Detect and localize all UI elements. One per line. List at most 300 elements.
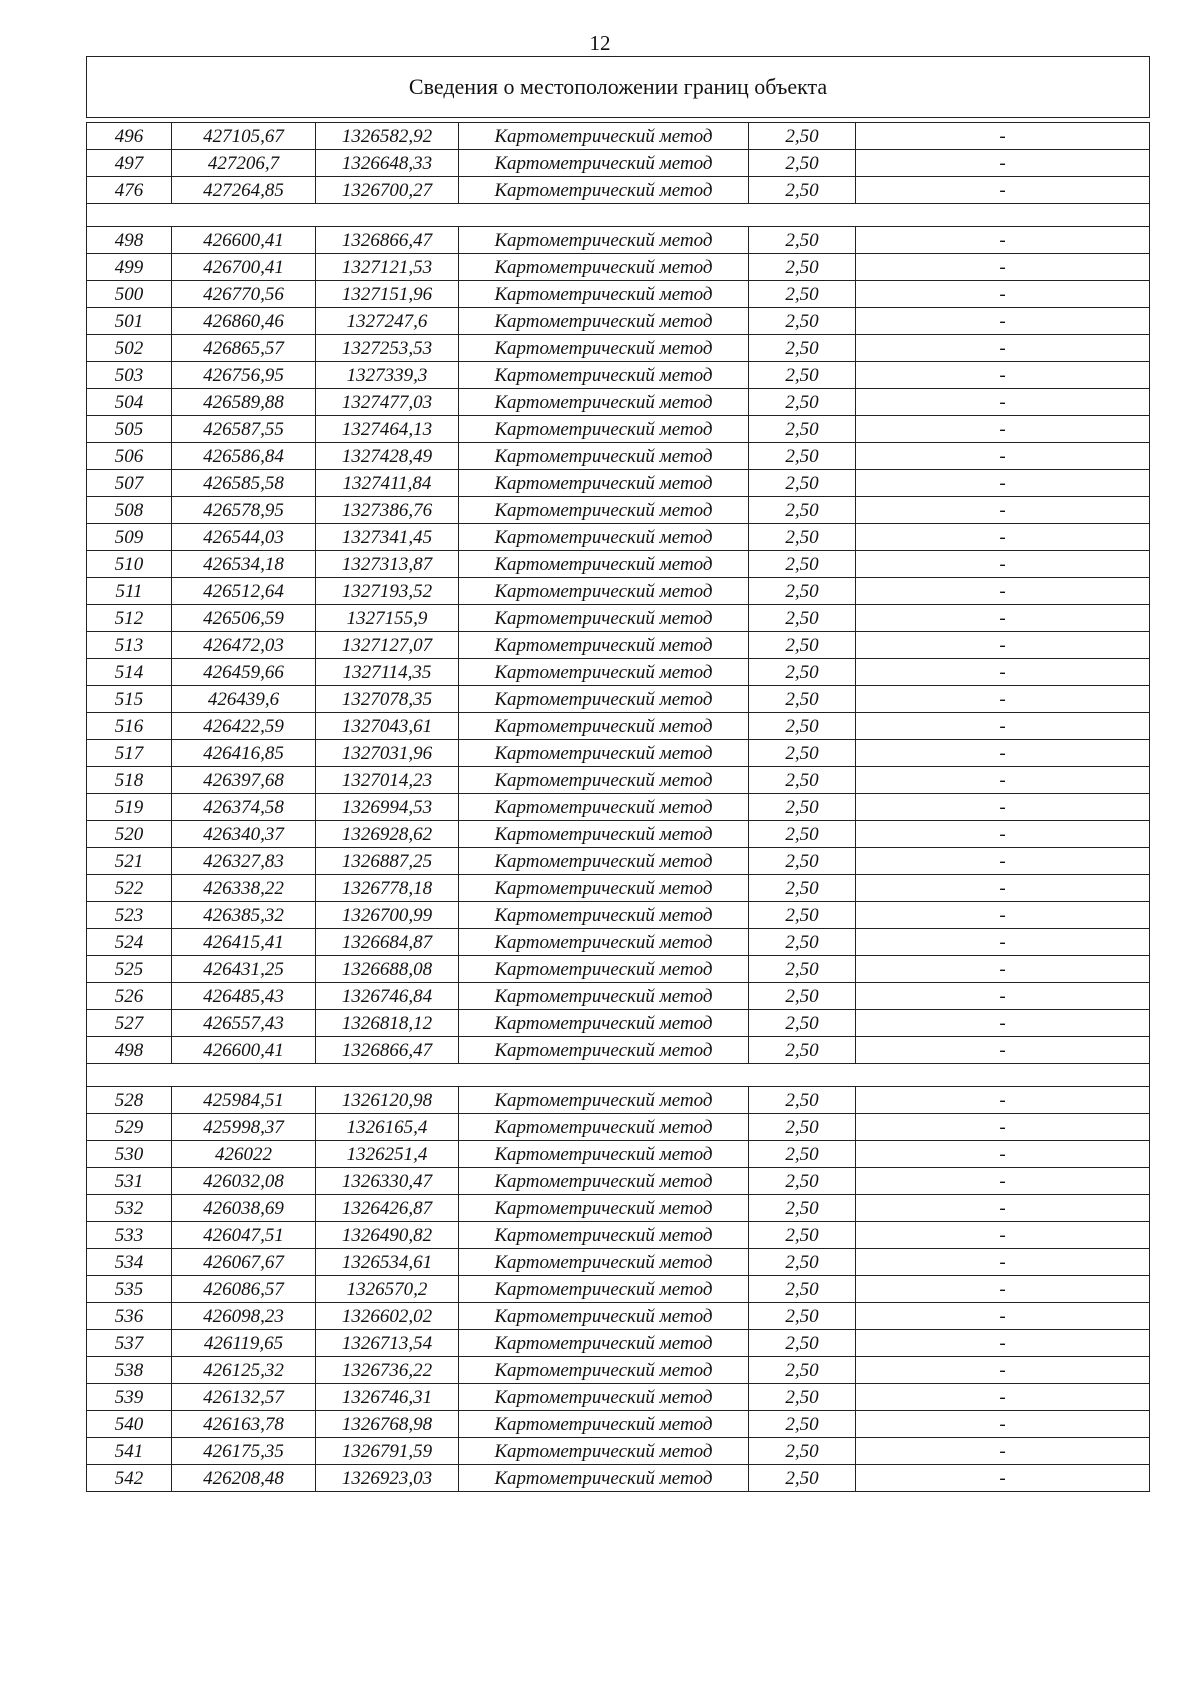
description-cell: - bbox=[856, 227, 1150, 254]
method-cell: Картометрический метод bbox=[459, 227, 749, 254]
description-cell: - bbox=[856, 1465, 1150, 1492]
y-coordinate-cell: 1327031,96 bbox=[316, 740, 459, 767]
accuracy-cell: 2,50 bbox=[749, 1303, 856, 1330]
table-row bbox=[87, 443, 1150, 470]
description-cell: - bbox=[856, 1303, 1150, 1330]
y-coordinate-cell: 1327313,87 bbox=[316, 551, 459, 578]
table-row bbox=[87, 281, 1150, 308]
table-row bbox=[87, 1465, 1150, 1492]
accuracy-cell: 2,50 bbox=[749, 902, 856, 929]
x-coordinate-cell: 426047,51 bbox=[172, 1222, 316, 1249]
description-cell: - bbox=[856, 1010, 1150, 1037]
y-coordinate-cell: 1327193,52 bbox=[316, 578, 459, 605]
accuracy-cell: 2,50 bbox=[749, 150, 856, 177]
y-coordinate-cell: 1327428,49 bbox=[316, 443, 459, 470]
table-row bbox=[87, 983, 1150, 1010]
description-cell: - bbox=[856, 794, 1150, 821]
y-coordinate-cell: 1326120,98 bbox=[316, 1087, 459, 1114]
x-coordinate-cell: 426865,57 bbox=[172, 335, 316, 362]
x-coordinate-cell: 426038,69 bbox=[172, 1195, 316, 1222]
description-cell: - bbox=[856, 551, 1150, 578]
method-cell: Картометрический метод bbox=[459, 632, 749, 659]
y-coordinate-cell: 1327121,53 bbox=[316, 254, 459, 281]
accuracy-cell: 2,50 bbox=[749, 578, 856, 605]
table-row bbox=[87, 416, 1150, 443]
method-cell: Картометрический метод bbox=[459, 1037, 749, 1064]
description-cell: - bbox=[856, 1087, 1150, 1114]
accuracy-cell: 2,50 bbox=[749, 1222, 856, 1249]
accuracy-cell: 2,50 bbox=[749, 1276, 856, 1303]
x-coordinate-cell: 426125,32 bbox=[172, 1357, 316, 1384]
x-coordinate-cell: 426557,43 bbox=[172, 1010, 316, 1037]
y-coordinate-cell: 1326746,31 bbox=[316, 1384, 459, 1411]
point-number-cell: 476 bbox=[87, 177, 172, 204]
x-coordinate-cell: 427206,7 bbox=[172, 150, 316, 177]
accuracy-cell: 2,50 bbox=[749, 632, 856, 659]
y-coordinate-cell: 1326736,22 bbox=[316, 1357, 459, 1384]
x-coordinate-cell: 426132,57 bbox=[172, 1384, 316, 1411]
table-row bbox=[87, 1087, 1150, 1114]
x-coordinate-cell: 426022 bbox=[172, 1141, 316, 1168]
point-number-cell: 539 bbox=[87, 1384, 172, 1411]
point-number-cell: 504 bbox=[87, 389, 172, 416]
table-row bbox=[87, 875, 1150, 902]
description-cell: - bbox=[856, 1168, 1150, 1195]
description-cell: - bbox=[856, 362, 1150, 389]
y-coordinate-cell: 1326648,33 bbox=[316, 150, 459, 177]
table-row bbox=[87, 362, 1150, 389]
description-cell: - bbox=[856, 686, 1150, 713]
accuracy-cell: 2,50 bbox=[749, 875, 856, 902]
x-coordinate-cell: 426338,22 bbox=[172, 875, 316, 902]
accuracy-cell: 2,50 bbox=[749, 1168, 856, 1195]
description-cell: - bbox=[856, 308, 1150, 335]
y-coordinate-cell: 1326866,47 bbox=[316, 227, 459, 254]
x-coordinate-cell: 426512,64 bbox=[172, 578, 316, 605]
x-coordinate-cell: 426485,43 bbox=[172, 983, 316, 1010]
accuracy-cell: 2,50 bbox=[749, 713, 856, 740]
accuracy-cell: 2,50 bbox=[749, 389, 856, 416]
method-cell: Картометрический метод bbox=[459, 1465, 749, 1492]
x-coordinate-cell: 426600,41 bbox=[172, 1037, 316, 1064]
y-coordinate-cell: 1327043,61 bbox=[316, 713, 459, 740]
accuracy-cell: 2,50 bbox=[749, 821, 856, 848]
method-cell: Картометрический метод bbox=[459, 497, 749, 524]
table-row bbox=[87, 1141, 1150, 1168]
x-coordinate-cell: 426032,08 bbox=[172, 1168, 316, 1195]
accuracy-cell: 2,50 bbox=[749, 1141, 856, 1168]
description-cell: - bbox=[856, 1438, 1150, 1465]
accuracy-cell: 2,50 bbox=[749, 524, 856, 551]
method-cell: Картометрический метод bbox=[459, 1411, 749, 1438]
description-cell: - bbox=[856, 1037, 1150, 1064]
table-row bbox=[87, 1357, 1150, 1384]
y-coordinate-cell: 1326426,87 bbox=[316, 1195, 459, 1222]
x-coordinate-cell: 426600,41 bbox=[172, 227, 316, 254]
accuracy-cell: 2,50 bbox=[749, 848, 856, 875]
table-row bbox=[87, 848, 1150, 875]
table-row bbox=[87, 123, 1150, 150]
separator-cell bbox=[87, 1064, 1150, 1087]
y-coordinate-cell: 1327464,13 bbox=[316, 416, 459, 443]
y-coordinate-cell: 1326928,62 bbox=[316, 821, 459, 848]
table-row bbox=[87, 150, 1150, 177]
point-number-cell: 524 bbox=[87, 929, 172, 956]
method-cell: Картометрический метод bbox=[459, 1357, 749, 1384]
description-cell: - bbox=[856, 1195, 1150, 1222]
point-number-cell: 533 bbox=[87, 1222, 172, 1249]
method-cell: Картометрический метод bbox=[459, 335, 749, 362]
description-cell: - bbox=[856, 659, 1150, 686]
x-coordinate-cell: 426119,65 bbox=[172, 1330, 316, 1357]
table-row bbox=[87, 497, 1150, 524]
y-coordinate-cell: 1326165,4 bbox=[316, 1114, 459, 1141]
table-row bbox=[87, 659, 1150, 686]
method-cell: Картометрический метод bbox=[459, 659, 749, 686]
y-coordinate-cell: 1326684,87 bbox=[316, 929, 459, 956]
description-cell: - bbox=[856, 470, 1150, 497]
page-number: 12 bbox=[589, 31, 611, 55]
point-number-cell: 514 bbox=[87, 659, 172, 686]
point-number-cell: 497 bbox=[87, 150, 172, 177]
y-coordinate-cell: 1327253,53 bbox=[316, 335, 459, 362]
y-coordinate-cell: 1326700,99 bbox=[316, 902, 459, 929]
point-number-cell: 525 bbox=[87, 956, 172, 983]
method-cell: Картометрический метод bbox=[459, 150, 749, 177]
method-cell: Картометрический метод bbox=[459, 524, 749, 551]
description-cell: - bbox=[856, 254, 1150, 281]
boundary-coordinates-table bbox=[86, 56, 1150, 1492]
y-coordinate-cell: 1327014,23 bbox=[316, 767, 459, 794]
method-cell: Картометрический метод bbox=[459, 1438, 749, 1465]
x-coordinate-cell: 426534,18 bbox=[172, 551, 316, 578]
method-cell: Картометрический метод bbox=[459, 1330, 749, 1357]
table-body bbox=[87, 57, 1150, 1492]
x-coordinate-cell: 425998,37 bbox=[172, 1114, 316, 1141]
description-cell: - bbox=[856, 929, 1150, 956]
y-coordinate-cell: 1326490,82 bbox=[316, 1222, 459, 1249]
point-number-cell: 496 bbox=[87, 123, 172, 150]
description-cell: - bbox=[856, 281, 1150, 308]
x-coordinate-cell: 426586,84 bbox=[172, 443, 316, 470]
y-coordinate-cell: 1326534,61 bbox=[316, 1249, 459, 1276]
table-row bbox=[87, 254, 1150, 281]
description-cell: - bbox=[856, 983, 1150, 1010]
description-cell: - bbox=[856, 443, 1150, 470]
method-cell: Картометрический метод bbox=[459, 1141, 749, 1168]
method-cell: Картометрический метод bbox=[459, 983, 749, 1010]
description-cell: - bbox=[856, 578, 1150, 605]
method-cell: Картометрический метод bbox=[459, 686, 749, 713]
point-number-cell: 508 bbox=[87, 497, 172, 524]
y-coordinate-cell: 1327114,35 bbox=[316, 659, 459, 686]
point-number-cell: 538 bbox=[87, 1357, 172, 1384]
x-coordinate-cell: 426098,23 bbox=[172, 1303, 316, 1330]
point-number-cell: 523 bbox=[87, 902, 172, 929]
x-coordinate-cell: 426416,85 bbox=[172, 740, 316, 767]
point-number-cell: 532 bbox=[87, 1195, 172, 1222]
method-cell: Картометрический метод bbox=[459, 123, 749, 150]
accuracy-cell: 2,50 bbox=[749, 1330, 856, 1357]
y-coordinate-cell: 1326923,03 bbox=[316, 1465, 459, 1492]
x-coordinate-cell: 426340,37 bbox=[172, 821, 316, 848]
point-number-cell: 537 bbox=[87, 1330, 172, 1357]
method-cell: Картометрический метод bbox=[459, 713, 749, 740]
y-coordinate-cell: 1326570,2 bbox=[316, 1276, 459, 1303]
point-number-cell: 534 bbox=[87, 1249, 172, 1276]
point-number-cell: 506 bbox=[87, 443, 172, 470]
x-coordinate-cell: 426506,59 bbox=[172, 605, 316, 632]
table-row bbox=[87, 551, 1150, 578]
table-row bbox=[87, 821, 1150, 848]
method-cell: Картометрический метод bbox=[459, 1249, 749, 1276]
x-coordinate-cell: 426439,6 bbox=[172, 686, 316, 713]
description-cell: - bbox=[856, 335, 1150, 362]
x-coordinate-cell: 426578,95 bbox=[172, 497, 316, 524]
table-row bbox=[87, 740, 1150, 767]
y-coordinate-cell: 1327151,96 bbox=[316, 281, 459, 308]
table-row bbox=[87, 470, 1150, 497]
point-number-cell: 503 bbox=[87, 362, 172, 389]
accuracy-cell: 2,50 bbox=[749, 929, 856, 956]
description-cell: - bbox=[856, 1411, 1150, 1438]
x-coordinate-cell: 426472,03 bbox=[172, 632, 316, 659]
accuracy-cell: 2,50 bbox=[749, 227, 856, 254]
accuracy-cell: 2,50 bbox=[749, 335, 856, 362]
point-number-cell: 527 bbox=[87, 1010, 172, 1037]
x-coordinate-cell: 426422,59 bbox=[172, 713, 316, 740]
description-cell: - bbox=[856, 1222, 1150, 1249]
x-coordinate-cell: 426459,66 bbox=[172, 659, 316, 686]
y-coordinate-cell: 1327155,9 bbox=[316, 605, 459, 632]
method-cell: Картометрический метод bbox=[459, 443, 749, 470]
table-row bbox=[87, 1384, 1150, 1411]
separator-cell bbox=[87, 204, 1150, 227]
method-cell: Картометрический метод bbox=[459, 1222, 749, 1249]
point-number-cell: 509 bbox=[87, 524, 172, 551]
accuracy-cell: 2,50 bbox=[749, 1195, 856, 1222]
accuracy-cell: 2,50 bbox=[749, 767, 856, 794]
x-coordinate-cell: 426374,58 bbox=[172, 794, 316, 821]
accuracy-cell: 2,50 bbox=[749, 1438, 856, 1465]
accuracy-cell: 2,50 bbox=[749, 1114, 856, 1141]
method-cell: Картометрический метод bbox=[459, 740, 749, 767]
description-cell: - bbox=[856, 1357, 1150, 1384]
method-cell: Картометрический метод bbox=[459, 605, 749, 632]
x-coordinate-cell: 426086,57 bbox=[172, 1276, 316, 1303]
x-coordinate-cell: 427105,67 bbox=[172, 123, 316, 150]
accuracy-cell: 2,50 bbox=[749, 443, 856, 470]
point-number-cell: 512 bbox=[87, 605, 172, 632]
accuracy-cell: 2,50 bbox=[749, 1037, 856, 1064]
method-cell: Картометрический метод bbox=[459, 821, 749, 848]
description-cell: - bbox=[856, 123, 1150, 150]
x-coordinate-cell: 426385,32 bbox=[172, 902, 316, 929]
description-cell: - bbox=[856, 956, 1150, 983]
accuracy-cell: 2,50 bbox=[749, 281, 856, 308]
y-coordinate-cell: 1326713,54 bbox=[316, 1330, 459, 1357]
method-cell: Картометрический метод bbox=[459, 1195, 749, 1222]
accuracy-cell: 2,50 bbox=[749, 983, 856, 1010]
accuracy-cell: 2,50 bbox=[749, 1384, 856, 1411]
accuracy-cell: 2,50 bbox=[749, 1411, 856, 1438]
point-number-cell: 542 bbox=[87, 1465, 172, 1492]
table-row bbox=[87, 1438, 1150, 1465]
table-row bbox=[87, 1114, 1150, 1141]
method-cell: Картометрический метод bbox=[459, 389, 749, 416]
x-coordinate-cell: 426544,03 bbox=[172, 524, 316, 551]
x-coordinate-cell: 426415,41 bbox=[172, 929, 316, 956]
accuracy-cell: 2,50 bbox=[749, 177, 856, 204]
x-coordinate-cell: 426700,41 bbox=[172, 254, 316, 281]
y-coordinate-cell: 1327247,6 bbox=[316, 308, 459, 335]
table-row bbox=[87, 632, 1150, 659]
method-cell: Картометрический метод bbox=[459, 1168, 749, 1195]
point-number-cell: 498 bbox=[87, 227, 172, 254]
table-row bbox=[87, 605, 1150, 632]
description-cell: - bbox=[856, 177, 1150, 204]
x-coordinate-cell: 425984,51 bbox=[172, 1087, 316, 1114]
table-row bbox=[87, 389, 1150, 416]
method-cell: Картометрический метод bbox=[459, 308, 749, 335]
point-number-cell: 505 bbox=[87, 416, 172, 443]
accuracy-cell: 2,50 bbox=[749, 1087, 856, 1114]
y-coordinate-cell: 1326818,12 bbox=[316, 1010, 459, 1037]
point-number-cell: 530 bbox=[87, 1141, 172, 1168]
accuracy-cell: 2,50 bbox=[749, 740, 856, 767]
table-row bbox=[87, 713, 1150, 740]
accuracy-cell: 2,50 bbox=[749, 1357, 856, 1384]
table-row bbox=[87, 177, 1150, 204]
description-cell: - bbox=[856, 150, 1150, 177]
description-cell: - bbox=[856, 902, 1150, 929]
method-cell: Картометрический метод bbox=[459, 794, 749, 821]
x-coordinate-cell: 426585,58 bbox=[172, 470, 316, 497]
description-cell: - bbox=[856, 524, 1150, 551]
table-row bbox=[87, 767, 1150, 794]
table-row bbox=[87, 1249, 1150, 1276]
point-number-cell: 502 bbox=[87, 335, 172, 362]
contour-separator-row bbox=[87, 1064, 1150, 1087]
table-row bbox=[87, 227, 1150, 254]
y-coordinate-cell: 1327078,35 bbox=[316, 686, 459, 713]
accuracy-cell: 2,50 bbox=[749, 308, 856, 335]
table-title: Сведения о местоположении границ объекта bbox=[87, 57, 1150, 118]
table-row bbox=[87, 1303, 1150, 1330]
table-row bbox=[87, 524, 1150, 551]
method-cell: Картометрический метод bbox=[459, 956, 749, 983]
accuracy-cell: 2,50 bbox=[749, 605, 856, 632]
method-cell: Картометрический метод bbox=[459, 551, 749, 578]
table-row bbox=[87, 1037, 1150, 1064]
y-coordinate-cell: 1327339,3 bbox=[316, 362, 459, 389]
accuracy-cell: 2,50 bbox=[749, 497, 856, 524]
method-cell: Картометрический метод bbox=[459, 1010, 749, 1037]
y-coordinate-cell: 1326602,02 bbox=[316, 1303, 459, 1330]
point-number-cell: 507 bbox=[87, 470, 172, 497]
point-number-cell: 531 bbox=[87, 1168, 172, 1195]
table-title-row bbox=[87, 57, 1150, 118]
x-coordinate-cell: 426860,46 bbox=[172, 308, 316, 335]
method-cell: Картометрический метод bbox=[459, 902, 749, 929]
y-coordinate-cell: 1326330,47 bbox=[316, 1168, 459, 1195]
description-cell: - bbox=[856, 1141, 1150, 1168]
method-cell: Картометрический метод bbox=[459, 1276, 749, 1303]
y-coordinate-cell: 1326791,59 bbox=[316, 1438, 459, 1465]
table-row bbox=[87, 1411, 1150, 1438]
x-coordinate-cell: 426163,78 bbox=[172, 1411, 316, 1438]
table-row bbox=[87, 929, 1150, 956]
table-row bbox=[87, 794, 1150, 821]
method-cell: Картометрический метод bbox=[459, 875, 749, 902]
point-number-cell: 513 bbox=[87, 632, 172, 659]
point-number-cell: 526 bbox=[87, 983, 172, 1010]
description-cell: - bbox=[856, 497, 1150, 524]
description-cell: - bbox=[856, 1276, 1150, 1303]
method-cell: Картометрический метод bbox=[459, 281, 749, 308]
accuracy-cell: 2,50 bbox=[749, 551, 856, 578]
description-cell: - bbox=[856, 389, 1150, 416]
x-coordinate-cell: 426587,55 bbox=[172, 416, 316, 443]
point-number-cell: 517 bbox=[87, 740, 172, 767]
table-row bbox=[87, 686, 1150, 713]
table-row bbox=[87, 1010, 1150, 1037]
y-coordinate-cell: 1327127,07 bbox=[316, 632, 459, 659]
accuracy-cell: 2,50 bbox=[749, 686, 856, 713]
accuracy-cell: 2,50 bbox=[749, 123, 856, 150]
description-cell: - bbox=[856, 713, 1150, 740]
x-coordinate-cell: 426770,56 bbox=[172, 281, 316, 308]
x-coordinate-cell: 426175,35 bbox=[172, 1438, 316, 1465]
table-row bbox=[87, 335, 1150, 362]
point-number-cell: 536 bbox=[87, 1303, 172, 1330]
y-coordinate-cell: 1326688,08 bbox=[316, 956, 459, 983]
table-row bbox=[87, 956, 1150, 983]
accuracy-cell: 2,50 bbox=[749, 470, 856, 497]
table-row bbox=[87, 1222, 1150, 1249]
accuracy-cell: 2,50 bbox=[749, 956, 856, 983]
description-cell: - bbox=[856, 632, 1150, 659]
table-row bbox=[87, 1330, 1150, 1357]
accuracy-cell: 2,50 bbox=[749, 416, 856, 443]
y-coordinate-cell: 1327411,84 bbox=[316, 470, 459, 497]
method-cell: Картометрический метод bbox=[459, 1087, 749, 1114]
description-cell: - bbox=[856, 1249, 1150, 1276]
accuracy-cell: 2,50 bbox=[749, 1249, 856, 1276]
table-row bbox=[87, 578, 1150, 605]
y-coordinate-cell: 1326866,47 bbox=[316, 1037, 459, 1064]
method-cell: Картометрический метод bbox=[459, 767, 749, 794]
y-coordinate-cell: 1326700,27 bbox=[316, 177, 459, 204]
point-number-cell: 501 bbox=[87, 308, 172, 335]
y-coordinate-cell: 1326582,92 bbox=[316, 123, 459, 150]
y-coordinate-cell: 1327386,76 bbox=[316, 497, 459, 524]
description-cell: - bbox=[856, 875, 1150, 902]
method-cell: Картометрический метод bbox=[459, 1384, 749, 1411]
point-number-cell: 511 bbox=[87, 578, 172, 605]
accuracy-cell: 2,50 bbox=[749, 659, 856, 686]
table-row bbox=[87, 1168, 1150, 1195]
table-row bbox=[87, 308, 1150, 335]
point-number-cell: 535 bbox=[87, 1276, 172, 1303]
description-cell: - bbox=[856, 1330, 1150, 1357]
point-number-cell: 520 bbox=[87, 821, 172, 848]
method-cell: Картометрический метод bbox=[459, 416, 749, 443]
description-cell: - bbox=[856, 416, 1150, 443]
point-number-cell: 518 bbox=[87, 767, 172, 794]
table-row bbox=[87, 1276, 1150, 1303]
point-number-cell: 498 bbox=[87, 1037, 172, 1064]
